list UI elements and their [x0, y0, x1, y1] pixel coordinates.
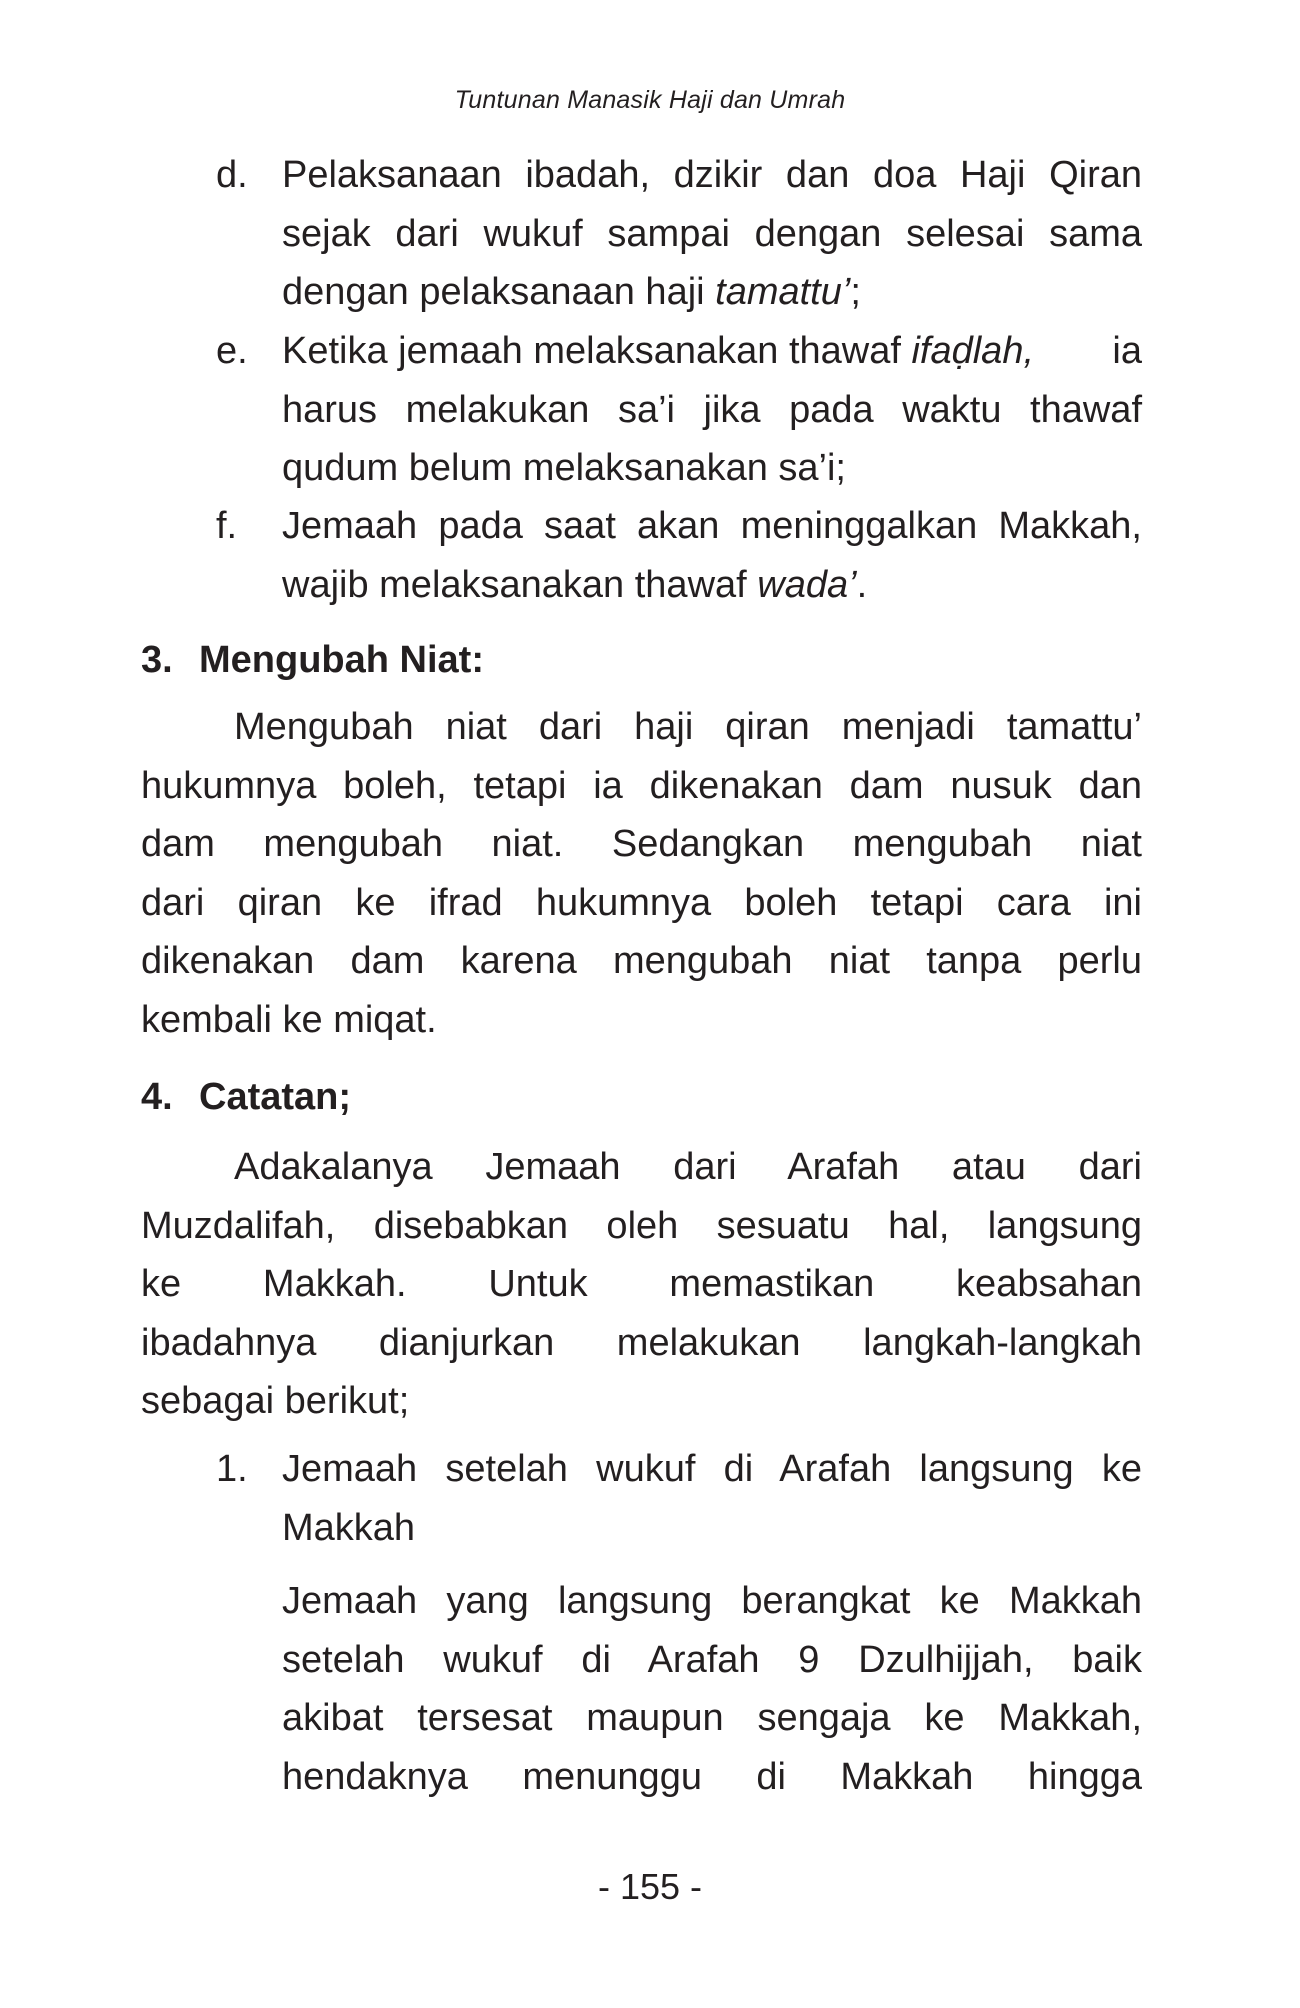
- text-line: ke Makkah. Untuk memastikan keabsahan: [141, 1263, 1142, 1305]
- section-3-paragraph: [141, 698, 1142, 1049]
- text-line: Jemaah pada saat akan meninggalkan Makkah,: [282, 505, 1142, 547]
- text-line: [282, 556, 1142, 615]
- numbered-item-1-body: [216, 1572, 1142, 1806]
- section-number: 4.: [141, 1076, 173, 1118]
- text-line: Muzdalifah, disebabkan oleh sesuatu hal, langsung: [141, 1204, 1142, 1247]
- list-marker: d.: [216, 154, 248, 196]
- numbered-item-1: [216, 1440, 1142, 1557]
- page-number: - 155 -: [597, 1866, 703, 1907]
- text-line: akibat tersesat maupun sengaja ke Makkah,: [282, 1697, 1142, 1739]
- section-heading-3: [141, 631, 484, 689]
- text-line: kembali ke miqat.: [141, 998, 437, 1041]
- list-marker: e.: [216, 330, 248, 372]
- list-item-d: [216, 146, 1142, 322]
- text-line: Pelaksanaan ibadah, dzikir dan doa Haji Qiran: [282, 154, 1142, 196]
- running-header: Tuntunan Manasik Haji dan Umrah: [454, 86, 846, 114]
- text-segment: wajib melaksanakan thawaf: [282, 563, 758, 606]
- text-line: Mengubah niat dari haji qiran menjadi tamattu’: [234, 706, 1142, 748]
- section-number: 3.: [141, 639, 173, 681]
- text-line: dam mengubah niat. Sedangkan mengubah niat: [141, 823, 1142, 865]
- italic-term: tamattu’: [715, 271, 851, 313]
- text-line: sebagai berikut;: [141, 1380, 410, 1422]
- italic-term: wada’: [757, 563, 857, 606]
- text-line: [282, 263, 1142, 322]
- text-line: hukumnya boleh, tetapi ia dikenakan dam nusuk dan: [141, 764, 1142, 807]
- text-line: Jemaah setelah wukuf di Arafah langsung ke: [282, 1448, 1142, 1490]
- list-item-e: [216, 322, 1142, 498]
- list-marker: f.: [216, 505, 238, 547]
- section-title: Catatan;: [199, 1076, 352, 1118]
- text-line: dikenakan dam karena mengubah niat tanpa perlu: [141, 940, 1142, 982]
- text-line: setelah wukuf di Arafah 9 Dzulhijjah, baik: [282, 1638, 1142, 1681]
- list-item-f: [216, 497, 1142, 614]
- section-4-paragraph: [141, 1138, 1142, 1431]
- text-line: hendaknya menunggu di Makkah hingga: [282, 1755, 1142, 1798]
- text-line: sejak dari wukuf sampai dengan selesai sama: [282, 212, 1142, 255]
- text-segment: ;: [850, 271, 861, 313]
- text-segment: ia: [1112, 330, 1142, 372]
- text-line: [282, 322, 1142, 381]
- text-line: harus melakukan sa’i jika pada waktu thawaf: [282, 388, 1142, 431]
- text-line: Adakalanya Jemaah dari Arafah atau dari: [234, 1146, 1142, 1188]
- text-line: Jemaah yang langsung berangkat ke Makkah: [282, 1580, 1142, 1622]
- text-segment: .: [856, 563, 868, 606]
- text-line: ibadahnya dianjurkan melakukan langkah-langkah: [141, 1321, 1142, 1364]
- italic-term: ifaḍlah,: [911, 330, 1035, 372]
- section-title: Mengubah Niat:: [199, 639, 484, 681]
- text-line: dari qiran ke ifrad hukumnya boleh tetapi cara ini: [141, 881, 1142, 924]
- text-segment: dengan pelaksanaan haji: [282, 271, 716, 313]
- section-heading-4: [141, 1068, 351, 1126]
- text-segment: [282, 322, 1034, 381]
- text-line: qudum belum melaksanakan sa’i;: [282, 447, 846, 489]
- list-marker: 1.: [216, 1448, 248, 1490]
- text-line: Makkah: [282, 1506, 416, 1549]
- text-segment: Ketika jemaah melaksanakan thawaf: [282, 330, 912, 372]
